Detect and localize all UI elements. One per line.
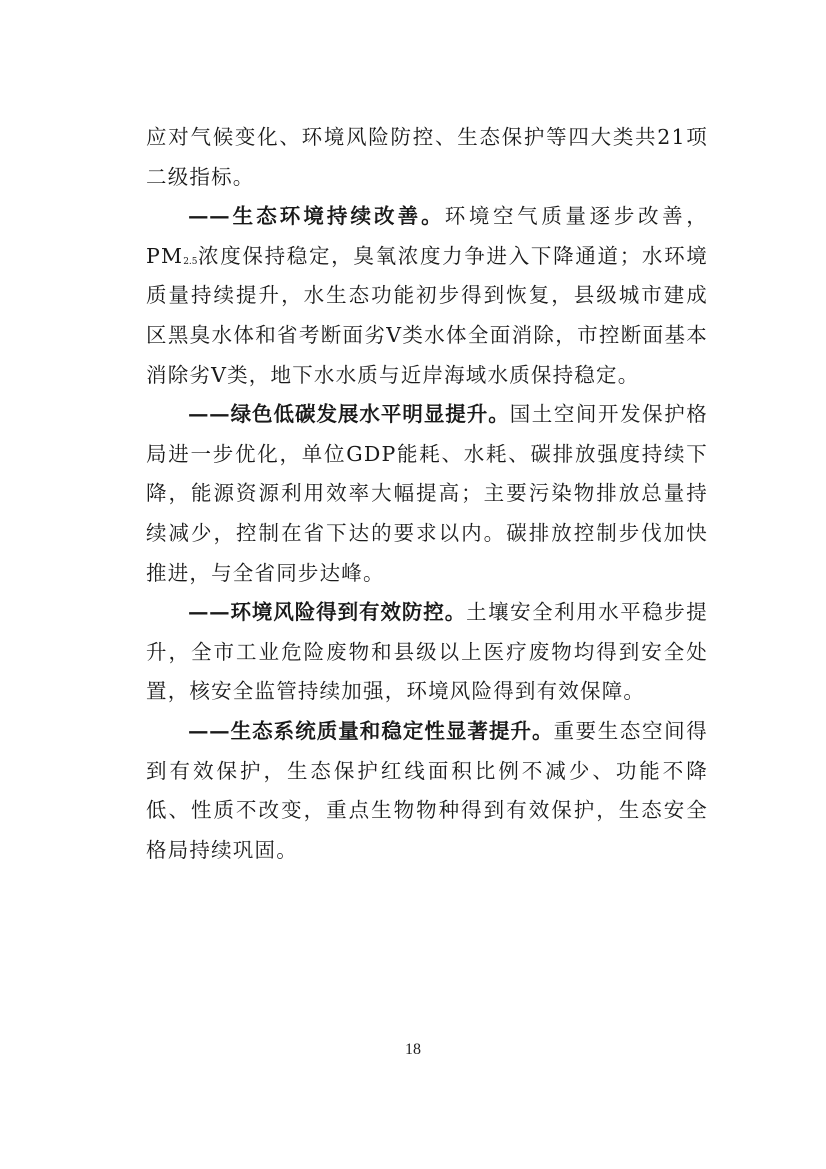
body-text [146,118,708,870]
paragraph-text-before-subscript: 环境空气质量逐步改善，PM [146,204,708,268]
pm-subscript: 2.5 [183,256,198,267]
paragraph-environmental-risk [146,593,708,712]
paragraph-lead: ——绿色低碳发展水平明显提升。 [188,402,510,427]
paragraph-lead: ——生态系统质量和稳定性显著提升。 [188,718,554,743]
paragraph-text: 浓度保持稳定，臭氧浓度力争进入下降通道；水环境质量持续提升，水生态功能初步得到恢复，县级城市建成区黑臭水体和省考断面劣Ⅴ类水体全面消除，市控断面基本消除劣Ⅴ类，地下水水质与近岸海域水质保持稳定。 [146,243,708,387]
paragraph-lead: ——生态环境持续改善。 [188,204,445,229]
paragraph-text: 应对气候变化、环境风险防控、生态保护等四大类共21项二级指标。 [146,125,708,189]
paragraph-text: 国土空间开发保护格局进一步优化，单位GDP能耗、水耗、碳排放强度持续下降，能源资源利用效率大幅提高；主要污染物排放总量持续减少，控制在省下达的要求以内。碳排放控制步伐加快推进，与全省同步达峰。 [146,402,708,585]
paragraph-ecosystem-quality [146,712,708,870]
paragraph-text: 土壤安全利用水平稳步提升，全市工业危险废物和县级以上医疗废物均得到安全处置，核安全监管持续加强，环境风险得到有效保障。 [146,600,708,704]
page-number: 18 [405,1041,421,1058]
paragraph-continuation [146,118,708,197]
paragraph-eco-environment [146,197,708,395]
paragraph-green-low-carbon [146,395,708,593]
paragraph-text: 重要生态空间得到有效保护，生态保护红线面积比例不减少、功能不降低、性质不改变，重点生物物种得到有效保护，生态安全格局持续巩固。 [146,718,708,862]
paragraph-lead: ——环境风险得到有效防控。 [188,600,467,625]
